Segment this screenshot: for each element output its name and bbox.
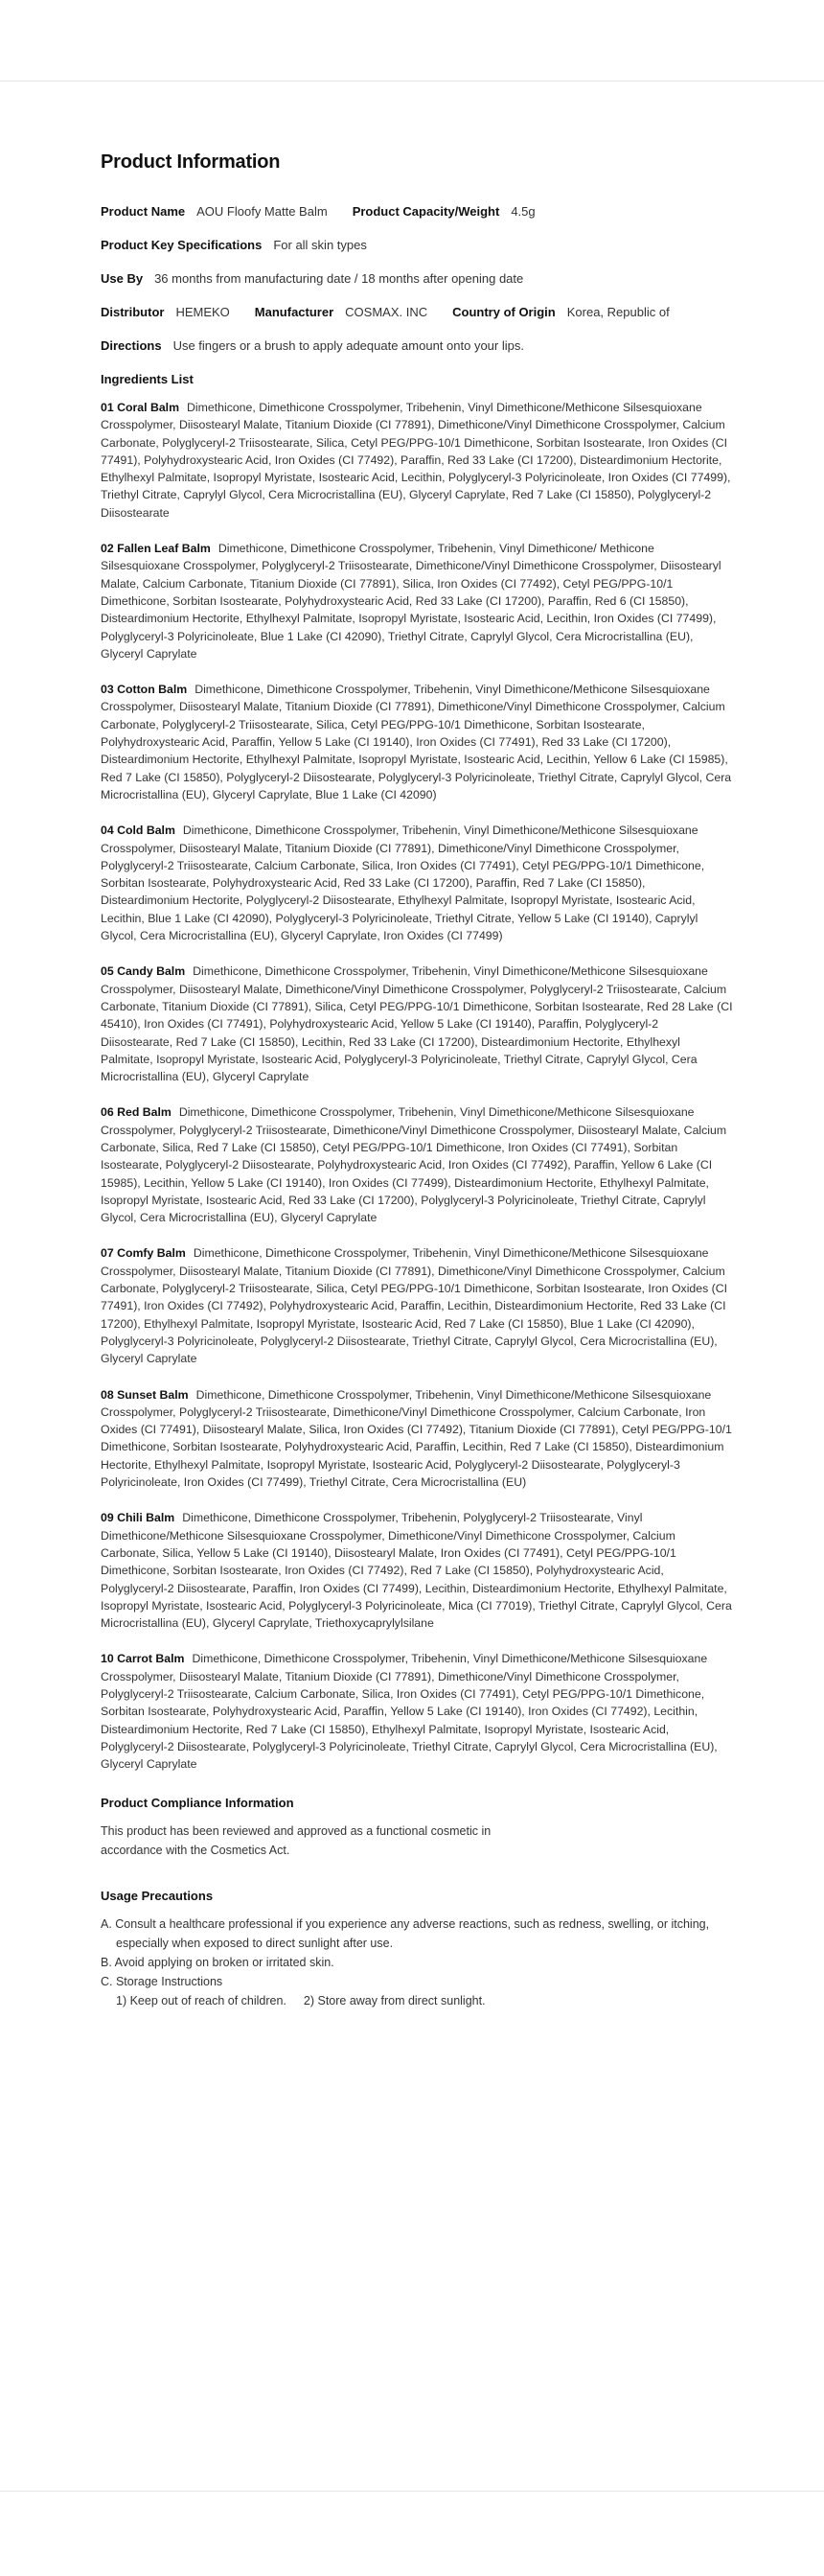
ingredient-name: 10 Carrot Balm <box>101 1652 185 1666</box>
ingredient-text: Dimethicone, Dimethicone Crosspolymer, Tribehenin, Vinyl Dimethicone/Methicone Silsesquioxane Crosspolymer, Diisostearyl Malate, Dimethicone/Vinyl Dimethicone Crosspolymer, Polyglyceryl-2 Triisostearate, Calcium Carbonate, Titanium Dioxide (CI 77891), Silica, Cetyl PEG/PPG-10/1 Dimethicone, Sorbitan Isostearate, Red 28 Lake (CI 45410), Iron Oxides (CI 77491), Polyhydroxystearic Acid, Yellow 5 Lake (CI 19140), Paraffin, Polyglyceryl-2 Diisostearate, Red 7 Lake (CI 15850), Lecithin, Red 33 Lake (CI 17200), Disteardimonium Hectorite, Ethylhexyl Palmitate, Isopropyl Myristate, Isostearic Acid, Polyglyceryl-3 Polyricinoleate, Triethyl Citrate, Caprylyl Glycol, Cera Microcristallina (EU), Glyceryl Caprylate <box>101 964 733 1084</box>
ingredient-item <box>101 399 733 522</box>
use-by-value: 36 months from manufacturing date / 18 months after opening date <box>154 271 524 286</box>
usage-item-b: B. Avoid applying on broken or irritated skin. <box>101 1956 334 1970</box>
ingredient-text: Dimethicone, Dimethicone Crosspolymer, Tribehenin, Vinyl Dimethicone/Methicone Silsesquioxane Crosspolymer, Diisostearyl Malate, Titanium Dioxide (CI 77891), Dimethicone/Vinyl Dimethicone Crosspolymer, Calcium Carbonate, Polyglyceryl-2 Triisostearate, Silica, Cetyl PEG/PPG-10/1 Dimethicone, Sorbitan Isostearate, Iron Oxides (CI 77491), Polyhydroxystearic Acid, Iron Oxides (CI 77492), Paraffin, Red 33 Lake (CI 17200), Disteardimonium Hectorite, Ethylhexyl Palmitate, Isopropyl Myristate, Isostearic Acid, Lecithin, Polyglyceryl-3 Polyricinoleate, Iron Oxides (CI 77499), Triethyl Citrate, Caprylyl Glycol, Cera Microcristallina (EU), Glyceryl Caprylate, Red 7 Lake (CI 15850), Polyglyceryl-2 Diisostearate <box>101 401 731 520</box>
ingredient-name: 02 Fallen Leaf Balm <box>101 542 211 556</box>
ingredient-text: Dimethicone, Dimethicone Crosspolymer, Tribehenin, Vinyl Dimethicone/Methicone Silsesquioxane Crosspolymer, Diisostearyl Malate, Titanium Dioxide (CI 77891), Dimethicone/Vinyl Dimethicone Crosspolymer, Calcium Carbonate, Polyglyceryl-2 Triisostearate, Silica, Cetyl PEG/PPG-10/1 Dimethicone, Sorbitan Isostearate, Iron Oxides (CI 77491), Iron Oxides (CI 77492), Polyhydroxystearic Acid, Paraffin, Lecithin, Disteardimonium Hectorite, Red 33 Lake (CI 17200), Ethylhexyl Palmitate, Isopropyl Myristate, Isostearic Acid, Red 7 Lake (CI 15850), Blue 1 Lake (CI 42090), Polyglyceryl-3 Polyricinoleate, Polyglyceryl-2 Diisostearate, Triethyl Citrate, Caprylyl Glycol, Cera Microcristallina (EU), Glyceryl Caprylate <box>101 1246 728 1366</box>
distributor-label: Distributor <box>101 305 165 319</box>
product-name-value: AOU Floofy Matte Balm <box>196 204 328 219</box>
use-by-label: Use By <box>101 271 144 286</box>
ingredient-text: Dimethicone, Dimethicone Crosspolymer, Tribehenin, Vinyl Dimethicone/ Methicone Silsesquioxane Crosspolymer, Polyglyceryl-2 Triisostearate, Dimethicone/Vinyl Dimethicone Crosspolymer, Diisostearyl Malate, Calcium Carbonate, Titanium Dioxide (CI 77891), Silica, Iron Oxides (CI 77492), Cetyl PEG/PPG-10/1 Dimethicone, Sorbitan Isostearate, Polyhydroxystearic Acid, Red 33 Lake (CI 17200), Paraffin, Red 6 (CI 15850), Disteardimonium Hectorite, Ethylhexyl Palmitate, Isopropyl Myristate, Isostearic Acid, Lecithin, Iron Oxides (CI 77499), Polyglyceryl-3 Polyricinoleate, Blue 1 Lake (CI 42090), Triethyl Citrate, Caprylyl Glycol, Cera Microcristallina (EU), Glyceryl Caprylate <box>101 542 721 661</box>
key-spec-row <box>101 237 733 254</box>
origin-value: Korea, Republic of <box>566 305 670 319</box>
ingredient-name: 08 Sunset Balm <box>101 1387 189 1402</box>
distributor-value: HEMEKO <box>175 305 230 319</box>
ingredient-name: 01 Coral Balm <box>101 401 180 414</box>
capacity-label: Product Capacity/Weight <box>352 204 500 219</box>
ingredient-name: 09 Chili Balm <box>101 1511 175 1525</box>
usage-heading: Usage Precautions <box>101 1889 214 1904</box>
storage-item-2: 2) Store away from direct sunlight. <box>303 1994 486 2008</box>
key-spec-value: For all skin types <box>273 238 367 252</box>
ingredient-text: Dimethicone, Dimethicone Crosspolymer, Tribehenin, Vinyl Dimethicone/Methicone Silsesquioxane Crosspolymer, Diisostearyl Malate, Titanium Dioxide (CI 77891), Dimethicone/Vinyl Dimethicone Crosspolymer, Calcium Carbonate, Polyglyceryl-2 Triisostearate, Silica, Cetyl PEG/PPG-10/1 Dimethicone, Sorbitan Isostearate, Polyhydroxystearic Acid, Paraffin, Yellow 5 Lake (CI 19140), Iron Oxides (CI 77491), Red 33 Lake (CI 17200), Disteardimonium Hectorite, Ethylhexyl Palmitate, Isopropyl Myristate, Isostearic Acid, Lecithin, Yellow 6 Lake (CI 15985), Red 7 Lake (CI 15850), Polyglyceryl-2 Diisostearate, Polyglyceryl-3 Polyricinoleate, Triethyl Citrate, Caprylyl Glycol, Cera Microcristallina (EU), Glyceryl Caprylate, Blue 1 Lake (CI 42090) <box>101 683 732 801</box>
storage-item-1: 1) Keep out of reach of children. <box>116 1994 286 2008</box>
key-spec-label: Product Key Specifications <box>101 238 263 252</box>
product-name-label: Product Name <box>101 204 186 219</box>
ingredient-item <box>101 1103 733 1226</box>
ingredient-name: 03 Cotton Balm <box>101 683 188 697</box>
ingredient-name: 07 Comfy Balm <box>101 1246 186 1261</box>
storage-instructions <box>101 1991 733 2010</box>
ingredient-item <box>101 1509 733 1632</box>
directions-row <box>101 337 733 355</box>
ingredient-name: 04 Cold Balm <box>101 824 175 838</box>
capacity-value: 4.5g <box>511 204 536 219</box>
ingredient-text: Dimethicone, Dimethicone Crosspolymer, Tribehenin, Polyglyceryl-2 Triisostearate, Vinyl Dimethicone/Methicone Silsesquioxane Crosspolymer, Dimethicone/Vinyl Dimethicone Crosspolymer, Calcium Carbonate, Silica, Yellow 5 Lake (CI 19140), Diisostearyl Malate, Iron Oxides (CI 77491), Cetyl PEG/PPG-10/1 Dimethicone, Sorbitan Isostearate, Iron Oxides (CI 77492), Red 7 Lake (CI 15850), Polyhydroxystearic Acid, Polyglyceryl-2 Diisostearate, Paraffin, Iron Oxides (CI 77499), Lecithin, Disteardimonium Hectorite, Ethylhexyl Palmitate, Isopropyl Myristate, Isostearic Acid, Polyglyceryl-3 Polyricinoleate, Mica (CI 77019), Triethyl Citrate, Caprylyl Glycol, Cera Microcristallina (EU), Glyceryl Caprylate, Triethoxycaprylylsilane <box>101 1511 732 1631</box>
ingredients-heading: Ingredients List <box>101 372 194 386</box>
ingredient-text: Dimethicone, Dimethicone Crosspolymer, Tribehenin, Vinyl Dimethicone/Methicone Silsesquioxane Crosspolymer, Diisostearyl Malate, Titanium Dioxide (CI 77891), Dimethicone/Vinyl Dimethicone Crosspolymer, Polyglyceryl-2 Triisostearate, Calcium Carbonate, Silica, Iron Oxides (CI 77491), Cetyl PEG/PPG-10/1 Dimethicone, Sorbitan Isostearate, Polyhydroxystearic Acid, Paraffin, Yellow 5 Lake (CI 19140), Iron Oxides (CI 77492), Lecithin, Disteardimonium Hectorite, Red 7 Lake (CI 15850), Ethylhexyl Palmitate, Isopropyl Myristate, Isostearic Acid, Polyglyceryl-2 Diisostearate, Polyglyceryl-3 Polyricinoleate, Triethyl Citrate, Caprylyl Glycol, Cera Microcristallina (EU), Glyceryl Caprylate <box>101 1652 718 1772</box>
ingredient-item <box>101 963 733 1085</box>
ingredient-item <box>101 1650 733 1773</box>
page-title: Product Information <box>101 151 281 173</box>
manufacturer-value: COSMAX. INC <box>345 305 428 319</box>
compliance-heading: Product Compliance Information <box>101 1796 294 1811</box>
product-name-row <box>101 203 733 220</box>
distributor-row <box>101 304 733 321</box>
usage-item-a: A. Consult a healthcare professional if you experience any adverse reactions, such as redness, swelling, or itching, especially when exposed to direct sunlight after use. <box>101 1917 710 1951</box>
ingredient-item <box>101 822 733 944</box>
product-info-section <box>101 151 733 2010</box>
origin-label: Country of Origin <box>452 305 556 319</box>
ingredient-text: Dimethicone, Dimethicone Crosspolymer, Tribehenin, Vinyl Dimethicone/Methicone Silsesquioxane Crosspolymer, Polyglyceryl-2 Triisostearate, Dimethicone/Vinyl Dimethicone Crosspolymer, Diisostearyl Malate, Calcium Carbonate, Silica, Red 7 Lake (CI 15850), Cetyl PEG/PPG-10/1 Dimethicone, Iron Oxides (CI 77491), Sorbitan Isostearate, Polyglyceryl-2 Diisostearate, Polyhydroxystearic Acid, Iron Oxides (CI 77492), Paraffin, Yellow 6 Lake (CI 15985), Lecithin, Yellow 5 Lake (CI 19140), Iron Oxides (CI 77499), Disteardimonium Hectorite, Ethylhexyl Palmitate, Isopropyl Myristate, Isostearic Acid, Red 33 Lake (CI 17200), Polyglyceryl-3 Polyricinoleate, Triethyl Citrate, Caprylyl Glycol, Cera Microcristallina (EU), Glyceryl Caprylate <box>101 1105 727 1225</box>
ingredient-item <box>101 681 733 803</box>
directions-label: Directions <box>101 338 162 353</box>
ingredient-text: Dimethicone, Dimethicone Crosspolymer, Tribehenin, Vinyl Dimethicone/Methicone Silsesquioxane Crosspolymer, Polyglyceryl-2 Triisostearate, Dimethicone/Vinyl Dimethicone Crosspolymer, Calcium Carbonate, Iron Oxides (CI 77491), Diisostearyl Malate, Silica, Iron Oxides (CI 77492), Titanium Dioxide (CI 77891), Cetyl PEG/PPG-10/1 Dimethicone, Sorbitan Isostearate, Polyhydroxystearic Acid, Paraffin, Lecithin, Red 7 Lake (CI 15850), Disteardimonium Hectorite, Ethylhexyl Palmitate, Isopropyl Myristate, Isostearic Acid, Polyglyceryl-2 Diisostearate, Polyglyceryl-3 Polyricinoleate, Iron Oxides (CI 77499), Triethyl Citrate, Cera Microcristallina (EU) <box>101 1387 732 1490</box>
compliance-text: This product has been reviewed and approved as a functional cosmetic in accordance with the Cosmetics Act. <box>101 1824 492 1858</box>
ingredient-item <box>101 1386 733 1492</box>
ingredient-item <box>101 1244 733 1367</box>
use-by-row <box>101 270 733 288</box>
ingredient-item <box>101 540 733 662</box>
bottom-divider <box>0 2491 824 2492</box>
manufacturer-label: Manufacturer <box>254 305 334 319</box>
ingredient-text: Dimethicone, Dimethicone Crosspolymer, Tribehenin, Vinyl Dimethicone/Methicone Silsesquioxane Crosspolymer, Diisostearyl Malate, Titanium Dioxide (CI 77891), Dimethicone/Vinyl Dimethicone Crosspolymer, Polyglyceryl-2 Triisostearate, Calcium Carbonate, Silica, Iron Oxides (CI 77491), Cetyl PEG/PPG-10/1 Dimethicone, Sorbitan Isostearate, Polyhydroxystearic Acid, Red 33 Lake (CI 17200), Paraffin, Red 7 Lake (CI 15850), Disteardimonium Hectorite, Polyglyceryl-2 Diisostearate, Ethylhexyl Palmitate, Isopropyl Myristate, Isostearic Acid, Lecithin, Blue 1 Lake (CI 42090), Polyglyceryl-3 Polyricinoleate, Triethyl Citrate, Yellow 5 Lake (CI 19140), Caprylyl Glycol, Cera Microcristallina (EU), Glyceryl Caprylate, Iron Oxides (CI 77499) <box>101 824 705 943</box>
ingredient-name: 05 Candy Balm <box>101 964 186 979</box>
ingredient-name: 06 Red Balm <box>101 1105 172 1120</box>
usage-item-c: C. Storage Instructions <box>101 1975 223 1989</box>
directions-value: Use fingers or a brush to apply adequate amount onto your lips. <box>172 338 524 353</box>
